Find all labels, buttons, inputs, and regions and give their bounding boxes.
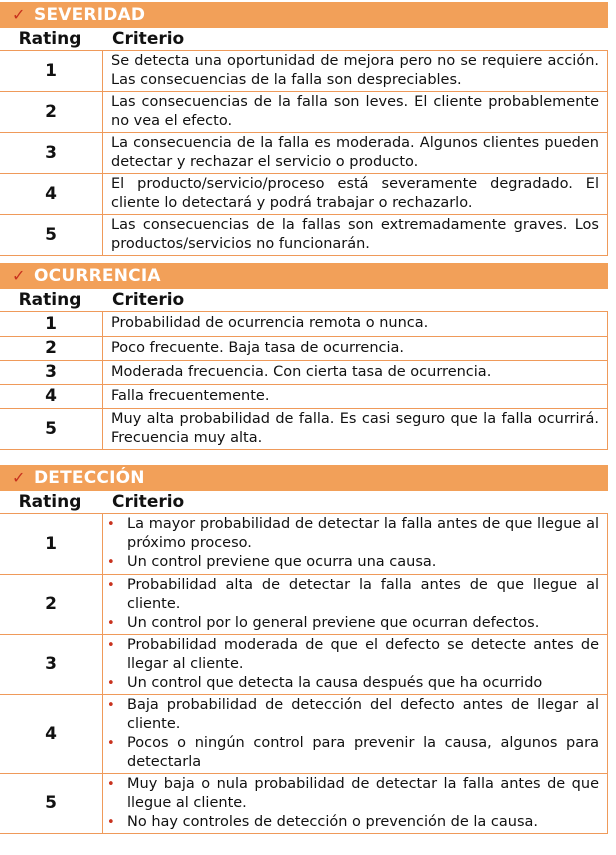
table-row <box>0 215 608 256</box>
ocurrencia-table <box>0 312 608 450</box>
criterio-column-label: Criterio <box>112 29 185 49</box>
list-item: • Muy baja o nula probabilidad de detectar la falla antes de que llegue al cliente. <box>103 775 599 813</box>
table-row <box>0 51 608 92</box>
list-item: • Un control previene que ocurra una causa. <box>103 553 599 572</box>
table-row <box>0 174 608 215</box>
table-row <box>0 133 608 174</box>
table-row <box>0 312 608 336</box>
severidad-header <box>0 2 608 28</box>
severidad-title: SEVERIDAD <box>34 5 146 25</box>
list-item: • Un control por lo general previene que ocurran defectos. <box>103 614 599 633</box>
table-row <box>0 694 608 773</box>
rating-cell: 1 <box>0 514 103 574</box>
criterio-cell: Falla frecuentemente. <box>103 384 608 408</box>
severidad-column-header <box>0 28 608 51</box>
table-row <box>0 92 608 133</box>
checkmark-icon: ✓ <box>12 5 26 24</box>
table-row <box>0 384 608 408</box>
rating-cell: 4 <box>0 694 103 773</box>
ocurrencia-title: OCURRENCIA <box>34 266 161 286</box>
rating-cell: 4 <box>0 174 103 215</box>
deteccion-section <box>0 465 608 834</box>
criterio-cell: Moderada frecuencia. Con cierta tasa de ocurrencia. <box>103 360 608 384</box>
rating-cell: 2 <box>0 336 103 360</box>
rating-cell: 1 <box>0 312 103 336</box>
rating-cell: 3 <box>0 133 103 174</box>
criterio-cell <box>103 634 608 694</box>
rating-cell: 3 <box>0 634 103 694</box>
rating-cell: 1 <box>0 51 103 92</box>
criterio-cell: Muy alta probabilidad de falla. Es casi seguro que la falla ocurrirá. Frecuencia muy alta. <box>103 408 608 449</box>
rating-cell: 5 <box>0 408 103 449</box>
criterio-column-label: Criterio <box>112 290 185 310</box>
deteccion-header <box>0 465 608 491</box>
table-row <box>0 360 608 384</box>
criterio-column-label: Criterio <box>112 492 185 512</box>
criterio-cell: La consecuencia de la falla es moderada. Algunos clientes pueden detectar y rechazar el servicio o producto. <box>103 133 608 174</box>
criterio-cell <box>103 694 608 773</box>
table-row <box>0 336 608 360</box>
rating-cell: 4 <box>0 384 103 408</box>
table-row <box>0 408 608 449</box>
criterio-cell <box>103 773 608 833</box>
criterio-cell: Se detecta una oportunidad de mejora pero no se requiere acción. Las consecuencias de la falla son despreciables. <box>103 51 608 92</box>
ocurrencia-column-header <box>0 289 608 312</box>
rating-column-label: Rating <box>18 29 82 49</box>
severidad-table <box>0 51 608 256</box>
checkmark-icon: ✓ <box>12 266 26 285</box>
list-item: • Un control que detecta la causa después que ha ocurrido <box>103 674 599 693</box>
list-item: • Probabilidad moderada de que el defecto se detecte antes de llegar al cliente. <box>103 636 599 674</box>
criterio-cell: Las consecuencias de la fallas son extremadamente graves. Los productos/servicios no funcionarán. <box>103 215 608 256</box>
criterio-cell: Poco frecuente. Baja tasa de ocurrencia. <box>103 336 608 360</box>
deteccion-column-header <box>0 491 608 514</box>
list-item: • Baja probabilidad de detección del defecto antes de llegar al cliente. <box>103 696 599 734</box>
criterio-cell: Probabilidad de ocurrencia remota o nunca. <box>103 312 608 336</box>
rating-cell: 5 <box>0 773 103 833</box>
rating-cell: 3 <box>0 360 103 384</box>
criterio-cell <box>103 574 608 634</box>
list-item: • La mayor probabilidad de detectar la falla antes de que llegue al próximo proceso. <box>103 515 599 553</box>
criterio-cell: Las consecuencias de la falla son leves. El cliente probablemente no vea el efecto. <box>103 92 608 133</box>
list-item: • No hay controles de detección o prevención de la causa. <box>103 813 599 832</box>
criterio-cell <box>103 514 608 574</box>
deteccion-title: DETECCIÓN <box>34 468 145 488</box>
ocurrencia-section <box>0 263 608 450</box>
list-item: • Pocos o ningún control para prevenir la causa, algunos para detectarla <box>103 734 599 772</box>
table-row <box>0 773 608 833</box>
deteccion-table <box>0 514 608 834</box>
ocurrencia-header <box>0 263 608 289</box>
list-item: • Probabilidad alta de detectar la falla antes de que llegue al cliente. <box>103 576 599 614</box>
rating-column-label: Rating <box>18 290 82 310</box>
severidad-section <box>0 2 608 256</box>
criterio-cell: El producto/servicio/proceso está severamente degradado. El cliente lo detectará y podrá trabajar o rechazarlo. <box>103 174 608 215</box>
table-row <box>0 574 608 634</box>
table-row <box>0 634 608 694</box>
table-row <box>0 514 608 574</box>
rating-cell: 5 <box>0 215 103 256</box>
rating-column-label: Rating <box>18 492 82 512</box>
rating-cell: 2 <box>0 574 103 634</box>
checkmark-icon: ✓ <box>12 468 26 487</box>
rating-cell: 2 <box>0 92 103 133</box>
